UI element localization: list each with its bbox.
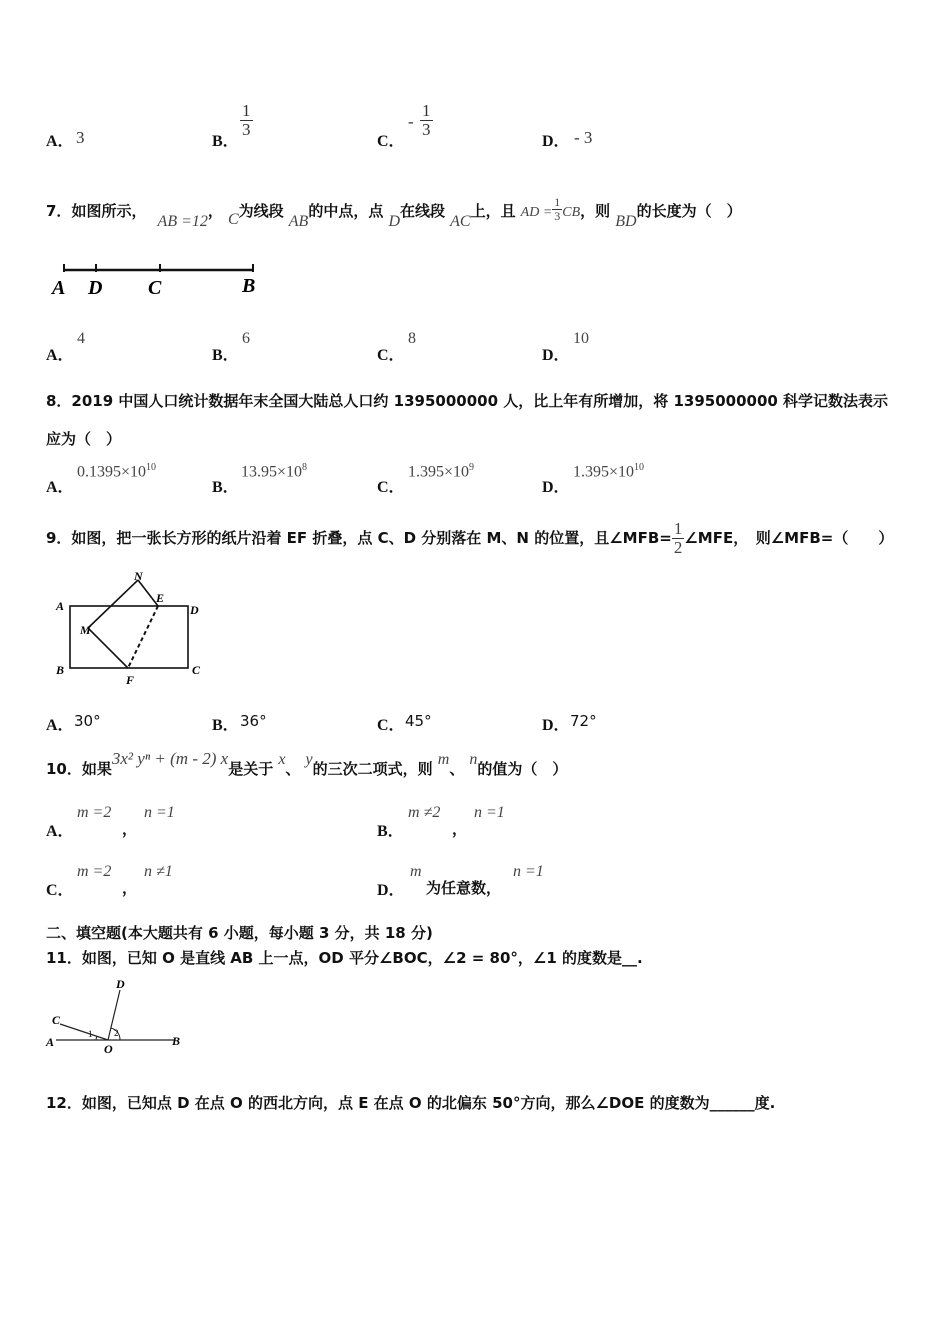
q8-option-b-value (241, 462, 307, 481)
q8-option-a-label: A． (46, 479, 74, 496)
q11-label-a: A (46, 1035, 55, 1049)
q8-stem-line2: 应为（ ） (46, 430, 122, 448)
q11-label-angle-2: 2 (114, 1028, 119, 1038)
q8-option-b-label: B． (212, 479, 239, 496)
q7-label-a: A (52, 277, 66, 299)
q10-math-y: y (305, 751, 313, 768)
q7-text-3: 为线段 (238, 202, 284, 220)
q9-label-f: F (126, 673, 135, 687)
q8-option-d-value (573, 462, 644, 481)
q9-option-d-value: 72° (570, 712, 597, 730)
q6-option-d-label: D． (542, 133, 570, 150)
section-2-heading: 二、填空题(本大题共有 6 小题，每小题 3 分，共 18 分) (46, 924, 433, 942)
q10-math-x: x (278, 751, 286, 768)
q6-option-c-sign: - (408, 112, 414, 131)
q9-option-b-value: 36° (240, 712, 267, 730)
q8-b-mantissa: 13.95 (241, 463, 277, 481)
q7-option-d-value: 10 (573, 330, 589, 347)
q9-fold-line-ef (128, 606, 158, 668)
q9-label-c: C (192, 663, 201, 677)
q11-label-angle-1: 1 (88, 1029, 93, 1039)
q8-b-exponent: 8 (302, 462, 308, 473)
q11-text: 11．如图，已知 O 是直线 AB 上一点，OD 平分∠BOC，∠2 = 80°，∠1 的度数是 (46, 949, 623, 967)
q7-label-b: B (242, 275, 256, 297)
q8-d-exponent: 10 (634, 462, 645, 473)
q6-option-d-value: - 3 (574, 128, 593, 147)
q9-line-nm (88, 580, 138, 628)
q10-text-4: 的三次二项式，则 (312, 760, 433, 778)
q11-stem (46, 947, 643, 968)
q7-frac-den: 3 (554, 209, 561, 223)
q7-math-c: C (228, 211, 239, 228)
q9-text-2: ∠MFE， 则∠MFB=（ ） (684, 529, 894, 547)
q9-label-m: M (80, 623, 91, 637)
q10-option-d-n: n =1 (513, 863, 544, 880)
q7-option-b-value: 6 (242, 330, 250, 347)
q11-angle-figure (44, 976, 186, 1056)
q10-text-6: 的值为（ ） (477, 760, 568, 778)
q9-line-mf (88, 628, 128, 668)
q10-option-c-label: C． (46, 882, 74, 899)
q6-option-a-value: 3 (76, 128, 85, 147)
q8-c-mantissa: 1.395 (408, 463, 444, 481)
q6-option-c-fraction (420, 102, 433, 139)
q8-a-mantissa: 0.1395 (77, 463, 121, 481)
q7-math-cb: CB (562, 205, 581, 220)
q10-option-b-m: m ≠2 (408, 804, 441, 821)
q11-label-d: D (116, 977, 125, 991)
q10-option-c-m: m =2 (77, 863, 112, 880)
q10-option-a-label: A． (46, 823, 74, 840)
q10-text-5: 、 (449, 760, 465, 778)
q12-answer-blank[interactable]: ______ (709, 1094, 755, 1112)
q11-label-o: O (104, 1042, 113, 1056)
q7-option-a-label: A． (46, 347, 74, 364)
q8-option-d-label: D． (542, 479, 570, 496)
q10-option-b-sep: ， (452, 820, 468, 838)
q7-math-ab: AB (288, 213, 309, 230)
q8-a-times: ×10 (121, 463, 147, 481)
q8-c-times: ×10 (444, 463, 470, 481)
q7-math-ad: AD = (520, 205, 553, 220)
q7-option-c-value: 8 (408, 330, 416, 347)
q10-expression: 3x² yⁿ + (m - 2) x (111, 749, 229, 768)
q7-stem (46, 196, 742, 230)
q6-b-denominator: 3 (242, 120, 251, 139)
q10-option-a-n: n =1 (144, 804, 175, 821)
q9-rectangle (70, 606, 188, 668)
q10-option-b-label: B． (377, 823, 404, 840)
q10-option-c-sep: ， (122, 879, 138, 897)
q11-ray-oc (60, 1024, 108, 1040)
q10-option-d-m: m (410, 863, 422, 880)
q8-option-c-label: C． (377, 479, 405, 496)
q7-text-1: 如图所示， (71, 202, 147, 220)
q7-text-7: ，则 (580, 202, 611, 220)
q7-text-6: 上，且 (470, 202, 516, 220)
q9-label-a: A (56, 599, 65, 613)
q8-d-times: ×10 (609, 463, 635, 481)
q9-label-b: B (56, 663, 65, 677)
q7-frac-num: 1 (554, 195, 561, 209)
q7-option-c-label: C． (377, 347, 405, 364)
q9-option-d-label: D． (542, 717, 570, 734)
q7-number: 7． (46, 202, 72, 220)
q12-stem (46, 1092, 775, 1113)
q7-option-a-value: 4 (77, 330, 85, 347)
q6-option-c-label: C． (377, 133, 405, 150)
q7-math-ac: AC (450, 213, 471, 230)
q11-label-b: B (172, 1034, 181, 1048)
q10-stem (46, 748, 567, 778)
q10-option-a-m: m =2 (77, 804, 112, 821)
q8-stem-line1: 8．2019 中国人口统计数据年末全国大陆总人口约 1395000000 人，比上年有所增加，将 1395000000 科学记数法表示 (46, 392, 889, 410)
q7-text-5: 在线段 (400, 202, 446, 220)
q7-segment-figure (50, 258, 270, 300)
q9-option-c-label: C． (377, 717, 405, 734)
q9-option-b-label: B． (212, 717, 239, 734)
q6-option-a-label: A． (46, 133, 74, 150)
q10-text-3: 、 (285, 760, 301, 778)
q9-text-1: 9．如图，把一张长方形的纸片沿着 EF 折叠，点 C、D 分别落在 M、N 的位置，且∠MFB= (46, 529, 672, 547)
q8-b-times: ×10 (277, 463, 303, 481)
q6-b-numerator: 1 (242, 101, 251, 120)
q8-c-exponent: 9 (469, 462, 475, 473)
q9-stem (46, 520, 893, 562)
q11-label-c: C (52, 1013, 61, 1027)
q10-option-b-n: n =1 (474, 804, 505, 821)
q9-option-c-value: 45° (405, 712, 432, 730)
q9-option-a-label: A． (46, 717, 74, 734)
q6-option-b-fraction (240, 102, 253, 139)
q9-label-d: D (190, 603, 199, 617)
q9-option-a-value: 30° (74, 712, 101, 730)
q10-math-n: n (469, 751, 478, 768)
q8-option-a-value (77, 462, 156, 481)
q10-option-a-sep: ， (122, 820, 138, 838)
q7-math-bd: BD (615, 213, 637, 230)
q7-math-d: D (388, 213, 400, 230)
q7-option-d-label: D． (542, 347, 570, 364)
q10-text-1: 10．如果 (46, 760, 112, 778)
q7-text-4: 的中点，点 (308, 202, 384, 220)
q6-option-b-label: B． (212, 133, 239, 150)
q9-label-e: E (156, 591, 165, 605)
q8-option-c-value (408, 462, 474, 481)
q10-option-d-label: D． (377, 882, 405, 899)
q11-answer-blank[interactable]: __ (622, 949, 638, 967)
q12-text: 12．如图，已知点 D 在点 O 的西北方向，点 E 在点 O 的北偏东 50°方向，那么∠DOE 的度数为 (46, 1094, 710, 1112)
q10-option-c-n: n ≠1 (144, 863, 173, 880)
q9-line-ne (138, 580, 158, 606)
q7-option-b-label: B． (212, 347, 239, 364)
q10-option-d-mid: 为任意数， (426, 879, 502, 897)
q7-label-c: C (148, 277, 162, 299)
q9-label-n: N (134, 569, 143, 583)
q7-math-ab12: AB =12 (157, 213, 208, 230)
q7-text-2: ， (207, 202, 223, 220)
q7-text-8: 的长度为（ ） (636, 202, 742, 220)
q8-a-exponent: 10 (146, 462, 157, 473)
q6-c-numerator: 1 (422, 101, 431, 120)
q12-end: 度. (754, 1094, 776, 1112)
q6-c-denominator: 3 (422, 120, 431, 139)
q9-fold-figure (50, 568, 220, 690)
q8-d-mantissa: 1.395 (573, 463, 609, 481)
q7-label-d: D (88, 277, 103, 299)
q10-math-m: m (437, 751, 450, 768)
q11-end: . (637, 949, 643, 967)
q9-frac-den: 2 (673, 538, 683, 557)
q9-frac-num: 1 (673, 519, 683, 538)
q10-text-2: 是关于 (228, 760, 274, 778)
